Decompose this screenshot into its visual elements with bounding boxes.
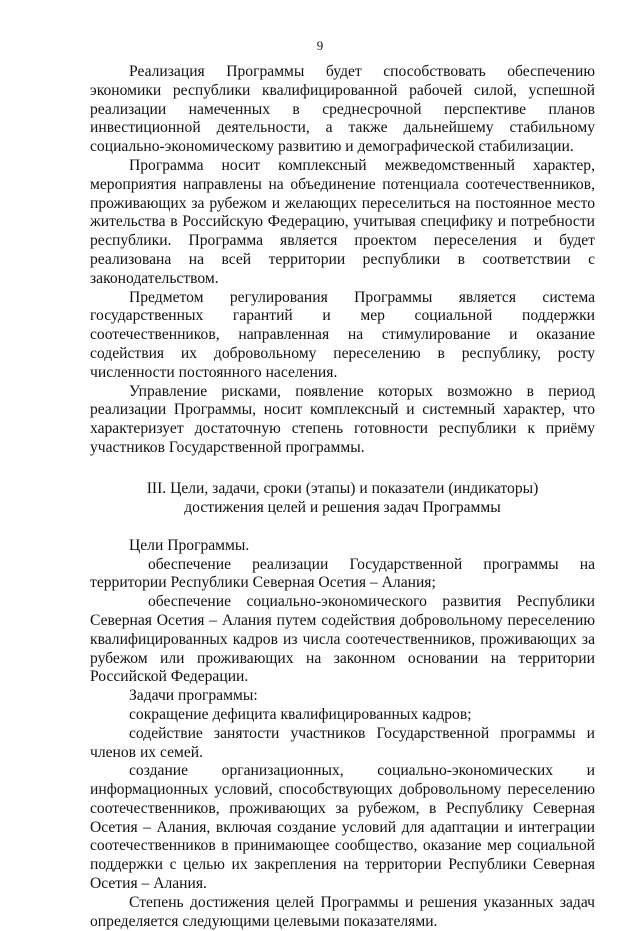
paragraph-program-character: Программа носит комплексный межведомственный характер, мероприятия направлены на объединение потенциала соотечественников, проживающих за рубежом и желающих переселиться на постоянное место жительства в Российскую Федерацию, учитывая специфику и потребности республики. Программа является проектом переселения и будет реализована на всей территории республики в соответствии с законодательством. bbox=[90, 156, 595, 287]
task-item: сокращение дефицита квалифицированных кадров; bbox=[129, 705, 472, 723]
section-heading-line1: III. Цели, задачи, сроки (этапы) и показатели (индикаторы) bbox=[146, 479, 539, 497]
section-heading bbox=[90, 479, 595, 517]
goal-item: обеспечение социально-экономического развития Республики Северная Осетия – Алания путем содействия добровольному переселению квалифицированных кадров из числа соотечественников, проживающих за рубежом или проживающих на законном основании на территории Российской Федерации. bbox=[90, 593, 595, 686]
task-item: содействие занятости участников Государственной программы и членов их семей. bbox=[90, 724, 595, 761]
paragraph-implementation: Реализация Программы будет способствовать обеспечению экономики республики квалифицированной рабочей силой, успешной реализации намеченных в среднесрочной перспективе планов инвестиционной деятельности, а также дальнейшему стабильному социально-экономическому развитию и демографической стабилизации. bbox=[90, 63, 595, 156]
section-heading-line2: достижения целей и решения задач Программы bbox=[184, 498, 501, 516]
page-number: 9 bbox=[316, 38, 324, 53]
document-body bbox=[90, 63, 595, 931]
goals-label: Цели Программы. bbox=[129, 536, 250, 554]
tasks-label: Задачи программы: bbox=[129, 687, 258, 705]
goal-item: обеспечение реализации Государственной программы на территории Республики Северная Осетия – Алания; bbox=[90, 555, 595, 592]
task-item: создание организационных, социально-экономических и информационных условий, способствующих добровольному переселению соотечественников, проживающих за рубежом, в Республику Северная Осетия – Алания, включая создание условий для адаптации и интеграции соотечественников в принимающее сообщество, оказание мер социальной поддержки с целью их закрепления на территории Республики Северная Осетия – Алания. bbox=[90, 762, 595, 893]
paragraph-closing: Степень достижения целей Программы и решения указанных задач определяется следующими целевыми показателями. bbox=[90, 893, 595, 930]
paragraph-risk-management: Управление рисками, появление которых возможно в период реализации Программы, носит комплексный и системный характер, что характеризует достаточную степень готовности республики к приёму участников Государственной программы. bbox=[90, 382, 595, 456]
paragraph-regulation-subject: Предметом регулирования Программы является система государственных гарантий и мер социальной поддержки соотечественников, направленная на стимулирование и оказание содействия их добровольному переселению в республику, росту численности постоянного населения. bbox=[90, 288, 595, 381]
